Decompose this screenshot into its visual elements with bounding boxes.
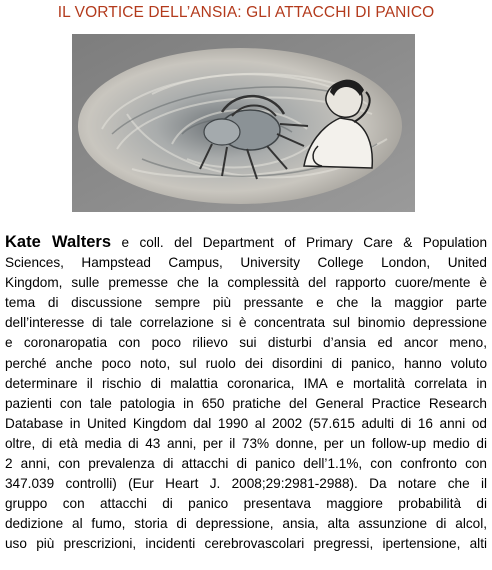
vortex-drawing [72,34,415,212]
article-line: perché anche poco noto, sul ruolo dei disordini di panico, hanno voluto [5,355,487,371]
page-title: IL VORTICE DELL’ANSIA: GLI ATTACCHI DI PANICO [57,4,435,21]
article-line: uso più prescrizioni, incidenti cerebrovascolari pregressi, ipertensione, alti [5,536,487,552]
article-line: oltre, di età media di 43 anni, per il 73% donne, per un follow-up medio di [5,435,487,451]
article-line: Kate Walters e coll. del Department of Primary Care & Population [5,233,487,251]
article-line: dell’interesse di tale correlazione si è concentrata sul binomio depressione [5,315,487,331]
vortex-illustration [72,34,415,212]
article-line: Sciences, Hampstead Campus, University College London, United [5,255,487,271]
article-body [5,232,487,555]
article-line: dedizione al fumo, storia di depressione, ansia, alta assunzione di alcol, [5,516,487,532]
article-line: Database in United Kingdom dal 1990 al 2002 (57.615 adulti di 16 anni od [5,415,487,431]
article-line: pazienti con tale patologia in 650 pratiche del General Practice Research [5,395,487,411]
article-line: e coronaropatia con poco rilievo sui disturbi d’ansia ed ancor meno, [5,335,487,351]
article-line: Kingdom, sulle premesse che la complessità del rapporto cuore/mente è [5,275,487,291]
author-name: Kate Walters [5,233,112,251]
article-line: tema di discussione sempre più pressante e che la maggior parte [5,295,487,311]
article-line: 347.039 controlli) (Eur Heart J. 2008;29:2981-2988). Da notare che il [5,476,487,492]
article-line: determinare il rischio di malattia coronarica, IMA e mortalità correlata in [5,375,487,391]
article-line: 2 anni, con prevalenza di attacchi di panico dell’1.1%, con confronto con [5,456,487,472]
article-line: gruppo con attacchi di panico presentava maggiore probabilità di [5,496,487,512]
